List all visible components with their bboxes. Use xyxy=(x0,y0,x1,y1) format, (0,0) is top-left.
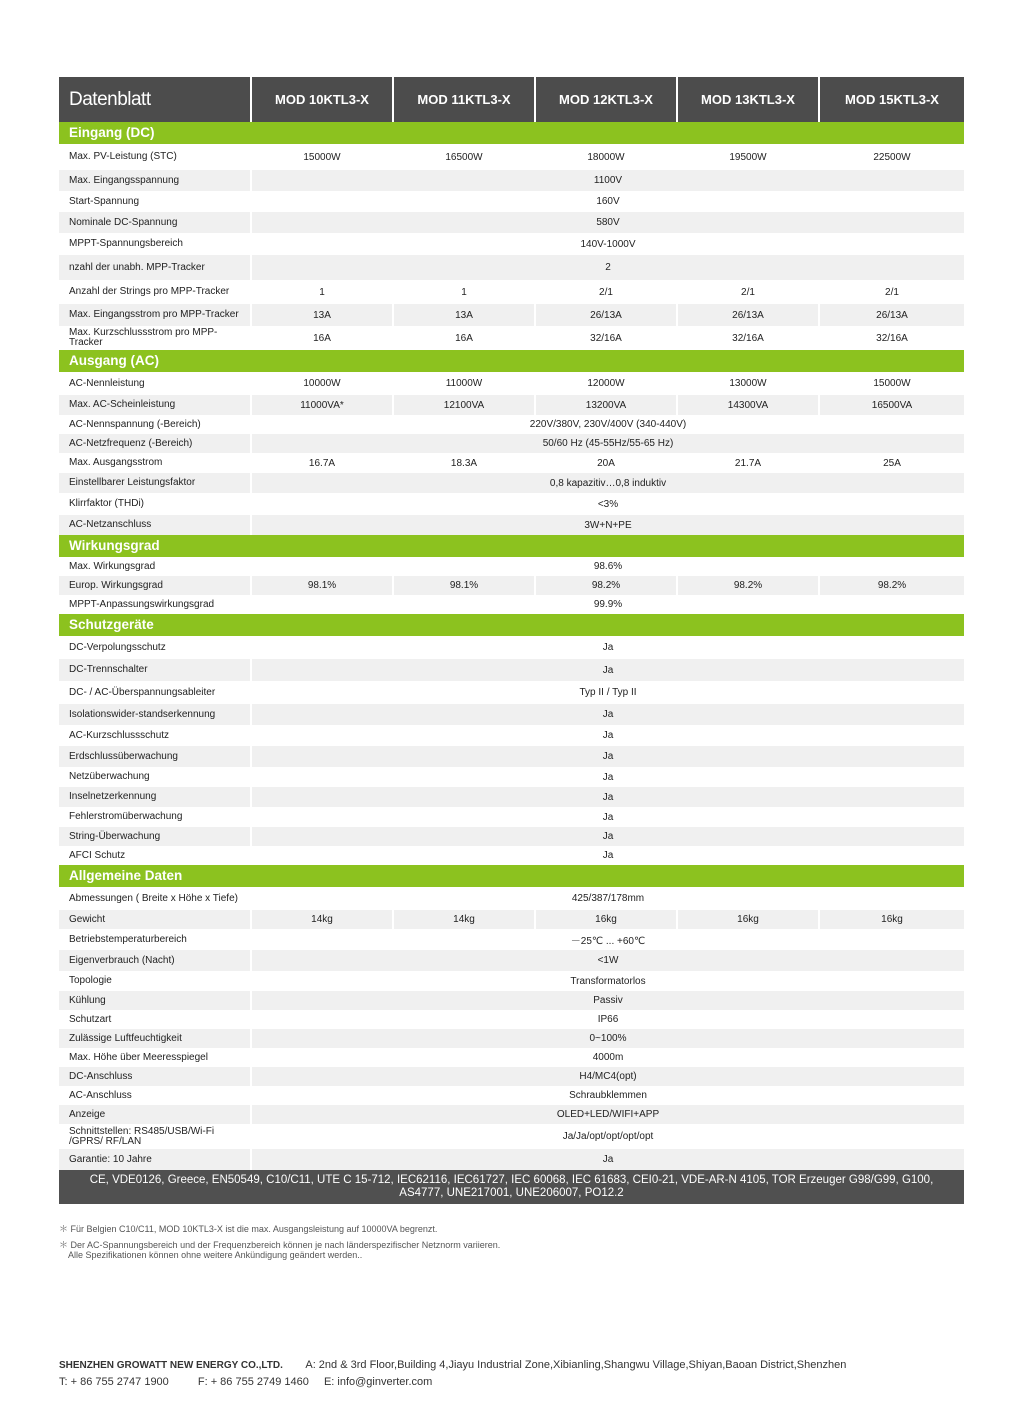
spec-value: 98.1% xyxy=(392,576,534,595)
section-title: Allgemeine Daten xyxy=(59,865,964,887)
spec-label: MPPT-Spannungsbereich xyxy=(69,238,183,249)
spec-value: 98.2% xyxy=(818,576,964,595)
spec-row xyxy=(59,846,964,865)
spec-row xyxy=(59,372,964,395)
spec-row xyxy=(59,515,964,535)
spec-value: 0,8 kapazitiv…0,8 induktiv xyxy=(250,473,964,493)
spec-value: Ja xyxy=(250,1149,964,1170)
spec-row xyxy=(59,434,964,453)
spec-row xyxy=(59,746,964,767)
spec-row xyxy=(59,170,964,191)
spec-value: Ja xyxy=(250,767,964,787)
footnote: ＊ Der AC-Spannungsbereich und der Frequenzbereich können je nach länderspezifischer Netznorm variieren. xyxy=(59,1240,501,1250)
spec-row xyxy=(59,304,964,326)
spec-value: －25℃ ... +60℃ xyxy=(250,929,964,950)
section-title: Eingang (DC) xyxy=(59,122,964,144)
spec-value: 1 xyxy=(392,280,534,304)
model-column-header: MOD 10KTL3-X xyxy=(250,77,392,122)
spec-row xyxy=(59,191,964,212)
spec-value: Schraubklemmen xyxy=(250,1086,964,1105)
spec-value: IP66 xyxy=(250,1010,964,1029)
spec-row xyxy=(59,950,964,971)
section xyxy=(59,614,964,865)
spec-value: 99.9% xyxy=(250,595,964,614)
spec-value: 21.7A xyxy=(676,453,818,473)
spec-value: 220V/380V, 230V/400V (340-440V) xyxy=(250,415,964,434)
spec-label: DC-Anschluss xyxy=(69,1070,133,1082)
spec-label: AFCI Schutz xyxy=(69,849,126,861)
spec-value: 12000W xyxy=(534,372,676,395)
spec-value: 26/13A xyxy=(818,304,964,326)
spec-value: 1100V xyxy=(250,170,964,191)
spec-label: Europ. Wirkungsgrad xyxy=(69,579,163,591)
spec-value: 98.6% xyxy=(250,557,964,576)
spec-label: AC-Netzanschluss xyxy=(69,519,152,530)
spec-label: Inselnetzerkennung xyxy=(69,791,157,802)
spec-value: 32/16A xyxy=(534,326,676,350)
spec-row xyxy=(59,681,964,704)
spec-row xyxy=(59,704,964,725)
spec-value: 15000W xyxy=(818,372,964,395)
spec-label: Nominale DC-Spannung xyxy=(69,216,178,228)
spec-row xyxy=(59,595,964,614)
spec-row xyxy=(59,1124,964,1149)
spec-label: DC- / AC-Überspannungsableiter xyxy=(69,686,216,698)
certifications-bar: CE, VDE0126, Greece, EN50549, C10/C11, UTE C 15-712, IEC62116, IEC61727, IEC 60068, IEC 61683, CEI0-21, VDE-AR-N 4105, TOR Erzeuger G98/G99, G100, AS4777, UNE217001, UNE206007, PO12.2 xyxy=(59,1170,964,1204)
spec-value: 13200VA xyxy=(534,395,676,415)
spec-label: Garantie: 10 Jahre xyxy=(69,1153,152,1165)
spec-value: 32/16A xyxy=(818,326,964,350)
spec-row xyxy=(59,255,964,280)
spec-value: Ja xyxy=(250,827,964,846)
spec-sections xyxy=(59,122,964,1170)
spec-label: AC-Netzfrequenz (-Bereich) xyxy=(69,437,193,449)
datasheet-table xyxy=(59,77,964,1204)
spec-value: 13000W xyxy=(676,372,818,395)
spec-value: 2/1 xyxy=(818,280,964,304)
spec-row xyxy=(59,144,964,170)
spec-label: Isolationswider-standserkennung xyxy=(69,708,216,720)
spec-value: 19500W xyxy=(676,144,818,170)
spec-label: Max. Eingangsspannung xyxy=(69,174,180,186)
spec-label: Gewicht xyxy=(69,913,106,925)
spec-value: 3W+N+PE xyxy=(250,515,964,535)
spec-value: 98.1% xyxy=(250,576,392,595)
spec-label: nzahl der unabh. MPP-Tracker xyxy=(69,261,205,273)
spec-value: Ja xyxy=(250,846,964,865)
spec-row xyxy=(59,929,964,950)
spec-value: Typ II / Typ II xyxy=(250,681,964,704)
spec-value: 14kg xyxy=(392,910,534,929)
spec-label: Klirrfaktor (THDi) xyxy=(69,498,144,509)
table-header xyxy=(59,77,964,122)
spec-value: 16500VA xyxy=(818,395,964,415)
spec-label: Abmessungen ( Breite x Höhe x Tiefe) xyxy=(69,892,238,904)
spec-value: 16A xyxy=(392,326,534,350)
sheet-title: Datenblatt xyxy=(69,88,151,110)
spec-row xyxy=(59,1149,964,1170)
spec-value: 26/13A xyxy=(676,304,818,326)
spec-value: 1 xyxy=(250,280,392,304)
model-column-header: MOD 15KTL3-X xyxy=(818,77,964,122)
spec-row xyxy=(59,212,964,233)
spec-value: 14300VA xyxy=(676,395,818,415)
spec-label: Eigenverbrauch (Nacht) xyxy=(69,954,175,966)
spec-label: Fehlerstromüberwachung xyxy=(69,811,183,822)
spec-row xyxy=(59,659,964,681)
section xyxy=(59,350,964,535)
spec-value: Ja xyxy=(250,807,964,827)
spec-label: Kühlung xyxy=(69,994,106,1006)
spec-row xyxy=(59,493,964,515)
page-footer xyxy=(59,1357,846,1390)
spec-value: H4/MC4(opt) xyxy=(250,1067,964,1086)
spec-label: DC-Verpolungsschutz xyxy=(69,641,166,653)
spec-row xyxy=(59,910,964,929)
spec-row xyxy=(59,1029,964,1048)
section-title: Schutzgeräte xyxy=(59,614,964,636)
spec-row xyxy=(59,636,964,659)
spec-row xyxy=(59,1067,964,1086)
spec-row xyxy=(59,1010,964,1029)
spec-label: String-Überwachung xyxy=(69,830,161,842)
section xyxy=(59,122,964,350)
spec-value: 18000W xyxy=(534,144,676,170)
section xyxy=(59,535,964,614)
model-column-header: MOD 13KTL3-X xyxy=(676,77,818,122)
spec-label: Schutzart xyxy=(69,1013,112,1025)
spec-value: 98.2% xyxy=(676,576,818,595)
spec-value: 16500W xyxy=(392,144,534,170)
spec-value: 15000W xyxy=(250,144,392,170)
spec-label: Max. Wirkungsgrad xyxy=(69,560,156,572)
spec-value: 16kg xyxy=(818,910,964,929)
spec-value: 20A xyxy=(534,453,676,473)
spec-label: AC-Nennleistung xyxy=(69,377,145,389)
spec-label: Max. AC-Scheinleistung xyxy=(69,399,176,410)
spec-row xyxy=(59,233,964,255)
spec-label: DC-Trennschalter xyxy=(69,664,148,675)
spec-value: 140V-1000V xyxy=(250,233,964,255)
spec-label: Max. Kurzschlussstrom pro MPP-Tracker xyxy=(69,327,218,348)
spec-row xyxy=(59,1086,964,1105)
spec-value: Ja xyxy=(250,787,964,807)
spec-value: 0~100% xyxy=(250,1029,964,1048)
spec-value: 2/1 xyxy=(534,280,676,304)
spec-value: Ja xyxy=(250,746,964,767)
spec-value: 2 xyxy=(250,255,964,280)
spec-label: Max. PV-Leistung (STC) xyxy=(69,151,177,162)
company-name: SHENZHEN GROWATT NEW ENERGY CO.,LTD. xyxy=(59,1360,283,1371)
spec-label: AC-Anschluss xyxy=(69,1089,132,1101)
spec-value: 16A xyxy=(250,326,392,350)
spec-value: Ja xyxy=(250,725,964,746)
spec-value: Transformatorlos xyxy=(250,971,964,991)
spec-row xyxy=(59,971,964,991)
spec-label: AC-Kurzschlussschutz xyxy=(69,729,170,741)
spec-row xyxy=(59,326,964,350)
spec-row xyxy=(59,557,964,576)
spec-label: Anzeige xyxy=(69,1108,106,1120)
phone-number: T: + 86 755 2747 1900 xyxy=(59,1376,169,1388)
spec-value: Ja xyxy=(250,659,964,681)
spec-value: 13A xyxy=(250,304,392,326)
spec-value: 16kg xyxy=(534,910,676,929)
spec-row xyxy=(59,725,964,746)
spec-row xyxy=(59,767,964,787)
spec-value: 32/16A xyxy=(676,326,818,350)
section-title: Ausgang (AC) xyxy=(59,350,964,372)
spec-value: 4000m xyxy=(250,1048,964,1067)
spec-row xyxy=(59,415,964,434)
spec-value: 11000VA* xyxy=(250,395,392,415)
section xyxy=(59,865,964,1170)
spec-value: 12100VA xyxy=(392,395,534,415)
spec-value: 13A xyxy=(392,304,534,326)
spec-label: Max. Höhe über Meeresspiegel xyxy=(69,1051,208,1063)
spec-row xyxy=(59,473,964,493)
spec-label: Start-Spannung xyxy=(69,195,140,207)
fax-number: F: + 86 755 2749 1460 xyxy=(197,1376,309,1388)
spec-value: 160V xyxy=(250,191,964,212)
spec-value: 10000W xyxy=(250,372,392,395)
section-title: Wirkungsgrad xyxy=(59,535,964,557)
spec-row xyxy=(59,787,964,807)
model-column-header: MOD 11KTL3-X xyxy=(392,77,534,122)
spec-label: Max. Ausgangsstrom xyxy=(69,457,163,468)
spec-label: Topologie xyxy=(69,975,112,986)
spec-value: Ja/Ja/opt/opt/opt/opt xyxy=(250,1124,964,1149)
spec-value: 18.3A xyxy=(392,453,534,473)
spec-label: AC-Nennspannung (-Bereich) xyxy=(69,418,201,430)
spec-label: Zulässige Luftfeuchtigkeit xyxy=(69,1032,182,1044)
spec-row xyxy=(59,1105,964,1124)
spec-label: MPPT-Anpassungswirkungsgrad xyxy=(69,598,215,610)
spec-value: OLED+LED/WIFI+APP xyxy=(250,1105,964,1124)
footnote: ＊ Für Belgien C10/C11, MOD 10KTL3-X ist die max. Ausgangsleistung auf 10000VA begrenzt. xyxy=(59,1224,438,1234)
spec-row xyxy=(59,395,964,415)
spec-value: Ja xyxy=(250,636,964,659)
spec-label: Einstellbarer Leistungsfaktor xyxy=(69,477,196,488)
spec-value: 425/387/178mm xyxy=(250,887,964,910)
spec-value: <1W xyxy=(250,950,964,971)
spec-value: 25A xyxy=(818,453,964,473)
spec-row xyxy=(59,280,964,304)
spec-label: Anzahl der Strings pro MPP-Tracker xyxy=(69,286,230,297)
spec-label: Betriebstemperaturbereich xyxy=(69,933,187,945)
spec-label: Erdschlussüberwachung xyxy=(69,750,178,762)
spec-row xyxy=(59,453,964,473)
email-address: E: info@ginverter.com xyxy=(323,1376,433,1388)
spec-label: Max. Eingangsstrom pro MPP-Tracker xyxy=(69,309,239,320)
footnotes xyxy=(59,1224,500,1266)
spec-label: Netzüberwachung xyxy=(69,771,150,782)
spec-value: 26/13A xyxy=(534,304,676,326)
spec-value: 22500W xyxy=(818,144,964,170)
spec-value: 14kg xyxy=(250,910,392,929)
spec-value: Passiv xyxy=(250,991,964,1010)
spec-value: Ja xyxy=(250,704,964,725)
spec-row xyxy=(59,827,964,846)
spec-value: 11000W xyxy=(392,372,534,395)
spec-value: 2/1 xyxy=(676,280,818,304)
spec-value: 580V xyxy=(250,212,964,233)
spec-row xyxy=(59,576,964,595)
spec-row xyxy=(59,887,964,910)
spec-value: 16.7A xyxy=(250,453,392,473)
spec-value: 16kg xyxy=(676,910,818,929)
model-column-header: MOD 12KTL3-X xyxy=(534,77,676,122)
spec-value: <3% xyxy=(250,493,964,515)
spec-row xyxy=(59,1048,964,1067)
spec-label: Schnittstellen: RS485/USB/Wi-Fi /GPRS/ RF/LAN xyxy=(69,1125,215,1147)
company-address: A: 2nd & 3rd Floor,Building 4,Jiayu Industrial Zone,Xibianling,Shangwu Village,Shiyan,Baoan District,Shenzhen xyxy=(305,1359,847,1371)
spec-value: 98.2% xyxy=(534,576,676,595)
spec-row xyxy=(59,807,964,827)
spec-row xyxy=(59,991,964,1010)
spec-value: 50/60 Hz (45-55Hz/55-65 Hz) xyxy=(250,434,964,453)
footnote: Alle Spezifikationen können ohne weitere Ankündigung geändert werden.. xyxy=(68,1250,363,1260)
